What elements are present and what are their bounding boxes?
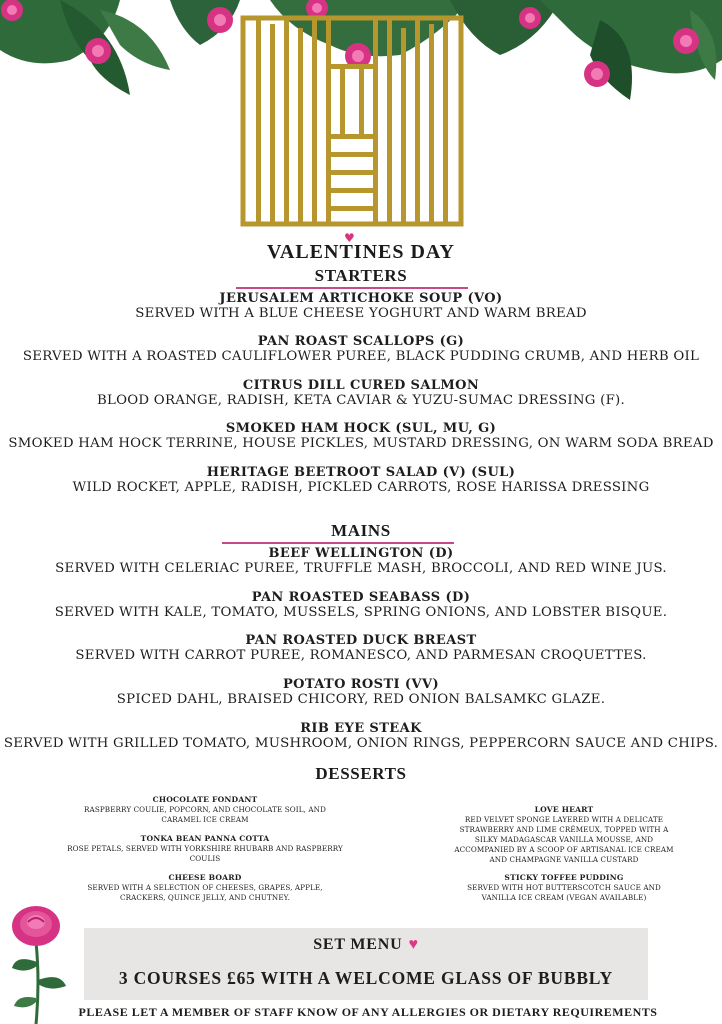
dessert-item bbox=[420, 873, 708, 903]
starter-name: JERUSALEM ARTICHOKE SOUP (VO) bbox=[219, 291, 503, 306]
dessert-desc: ACCOMPANIED BY A SCOOP OF ARTISANAL ICE CREAM bbox=[454, 845, 674, 854]
starter-item bbox=[0, 291, 722, 321]
starter-item bbox=[0, 378, 722, 408]
main-item bbox=[0, 590, 722, 620]
dessert-item bbox=[60, 873, 350, 903]
main-name: PAN ROASTED SEABASS (D) bbox=[251, 590, 471, 605]
allergy-notice: PLEASE LET A MEMBER OF STAFF KNOW OF ANY ALLERGIES OR DIETARY REQUIREMENTS bbox=[78, 1005, 658, 1019]
gold-gate-logo-icon bbox=[240, 14, 464, 228]
dessert-desc: SERVED WITH A SELECTION OF CHEESES, GRAPES, APPLE, bbox=[87, 883, 323, 892]
dessert-desc: STRAWBERRY AND LIME CRÉMEUX, TOPPED WITH A bbox=[459, 825, 669, 834]
starter-desc: BLOOD ORANGE, RADISH, KETA CAVIAR & YUZU-SUMAC DRESSING (F). bbox=[97, 393, 625, 408]
dessert-item bbox=[420, 805, 708, 865]
starters-heading: STARTERS bbox=[314, 266, 408, 285]
starter-item bbox=[0, 421, 722, 451]
desserts-heading: DESSERTS bbox=[315, 764, 407, 783]
main-item bbox=[0, 633, 722, 663]
dessert-desc: SERVED WITH HOT BUTTERSCOTCH SAUCE AND bbox=[467, 883, 661, 892]
starter-name: PAN ROAST SCALLOPS (G) bbox=[257, 334, 465, 349]
main-desc: SERVED WITH KALE, TOMATO, MUSSELS, SPRING ONIONS, AND LOBSTER BISQUE. bbox=[54, 605, 668, 620]
starter-item bbox=[0, 334, 722, 364]
dessert-desc: ROSE PETALS, SERVED WITH YORKSHIRE RHUBARB AND RASPBERRY bbox=[67, 844, 343, 853]
starter-name: HERITAGE BEETROOT SALAD (V) (SUL) bbox=[206, 465, 516, 480]
main-name: PAN ROASTED DUCK BREAST bbox=[245, 633, 477, 648]
mains-heading: MAINS bbox=[331, 521, 391, 540]
main-desc: SERVED WITH GRILLED TOMATO, MUSHROOM, ONION RINGS, PEPPERCORN SAUCE AND CHIPS. bbox=[3, 736, 719, 751]
starter-desc: SMOKED HAM HOCK TERRINE, HOUSE PICKLES, MUSTARD DRESSING, ON WARM SODA BREAD bbox=[8, 436, 714, 451]
desserts-right-column bbox=[420, 805, 708, 903]
set-menu-price: 3 COURSES £65 WITH A WELCOME GLASS OF BUBBLY bbox=[118, 968, 614, 988]
set-menu-box bbox=[84, 928, 648, 1000]
main-desc: SERVED WITH CELERIAC PUREE, TRUFFLE MASH, BROCCOLI, AND RED WINE JUS. bbox=[55, 561, 667, 576]
dessert-desc: CRACKERS, QUINCE JELLY, AND CHUTNEY. bbox=[120, 893, 290, 902]
dessert-name: CHEESE BOARD bbox=[168, 873, 242, 882]
dessert-desc: VANILLA ICE CREAM (VEGAN AVAILABLE) bbox=[481, 893, 647, 902]
starter-item bbox=[0, 465, 722, 495]
main-name: BEEF WELLINGTON (D) bbox=[268, 546, 454, 561]
starter-desc: SERVED WITH A ROASTED CAULIFLOWER PUREE, BLACK PUDDING CRUMB, AND HERB OIL bbox=[22, 349, 700, 364]
dessert-item bbox=[60, 834, 350, 864]
set-menu-title-row bbox=[84, 936, 648, 954]
dessert-desc: COULIS bbox=[189, 854, 221, 863]
main-item bbox=[0, 721, 722, 751]
starters-divider bbox=[236, 287, 468, 289]
dessert-desc: RASPBERRY COULIE, POPCORN, AND CHOCOLATE SOIL, AND bbox=[84, 805, 326, 814]
starter-desc: SERVED WITH A BLUE CHEESE YOGHURT AND WARM BREAD bbox=[135, 306, 587, 321]
dessert-name: TONKA BEAN PANNA COTTA bbox=[140, 834, 270, 843]
main-desc: SPICED DAHL, BRAISED CHICORY, RED ONION BALSAMKC GLAZE. bbox=[116, 692, 606, 707]
dessert-desc: CARAMEL ICE CREAM bbox=[161, 815, 249, 824]
desserts-left-column bbox=[60, 795, 350, 903]
main-name: RIB EYE STEAK bbox=[300, 721, 422, 736]
dessert-item bbox=[60, 795, 350, 825]
small-heart-icon: ♥ bbox=[344, 231, 355, 245]
set-menu-title: SET MENU bbox=[313, 936, 403, 953]
main-item bbox=[0, 677, 722, 707]
main-item bbox=[0, 546, 722, 576]
starter-desc: WILD ROCKET, APPLE, RADISH, PICKLED CARROTS, ROSE HARISSA DRESSING bbox=[72, 480, 650, 495]
dessert-name: CHOCOLATE FONDANT bbox=[152, 795, 258, 804]
main-desc: SERVED WITH CARROT PUREE, ROMANESCO, AND PARMESAN CROQUETTES. bbox=[75, 648, 647, 663]
mains-divider bbox=[222, 542, 454, 544]
dessert-name: LOVE HEART bbox=[534, 805, 594, 814]
dessert-desc: SILKY MADAGASCAR VANILLA MOUSSE, AND bbox=[474, 835, 654, 844]
menu-title: VALENTINES DAY bbox=[267, 241, 455, 263]
dessert-desc: AND CHAMPAGNE VANILLA CUSTARD bbox=[489, 855, 639, 864]
heart-icon: ♥ bbox=[408, 936, 419, 953]
starter-name: SMOKED HAM HOCK (SUL, MU, G) bbox=[225, 421, 497, 436]
dessert-name: STICKY TOFFEE PUDDING bbox=[504, 873, 624, 882]
dessert-desc: RED VELVET SPONGE LAYERED WITH A DELICATE bbox=[464, 815, 664, 824]
main-name: POTATO ROSTI (VV) bbox=[282, 677, 440, 692]
starter-name: CITRUS DILL CURED SALMON bbox=[242, 378, 480, 393]
